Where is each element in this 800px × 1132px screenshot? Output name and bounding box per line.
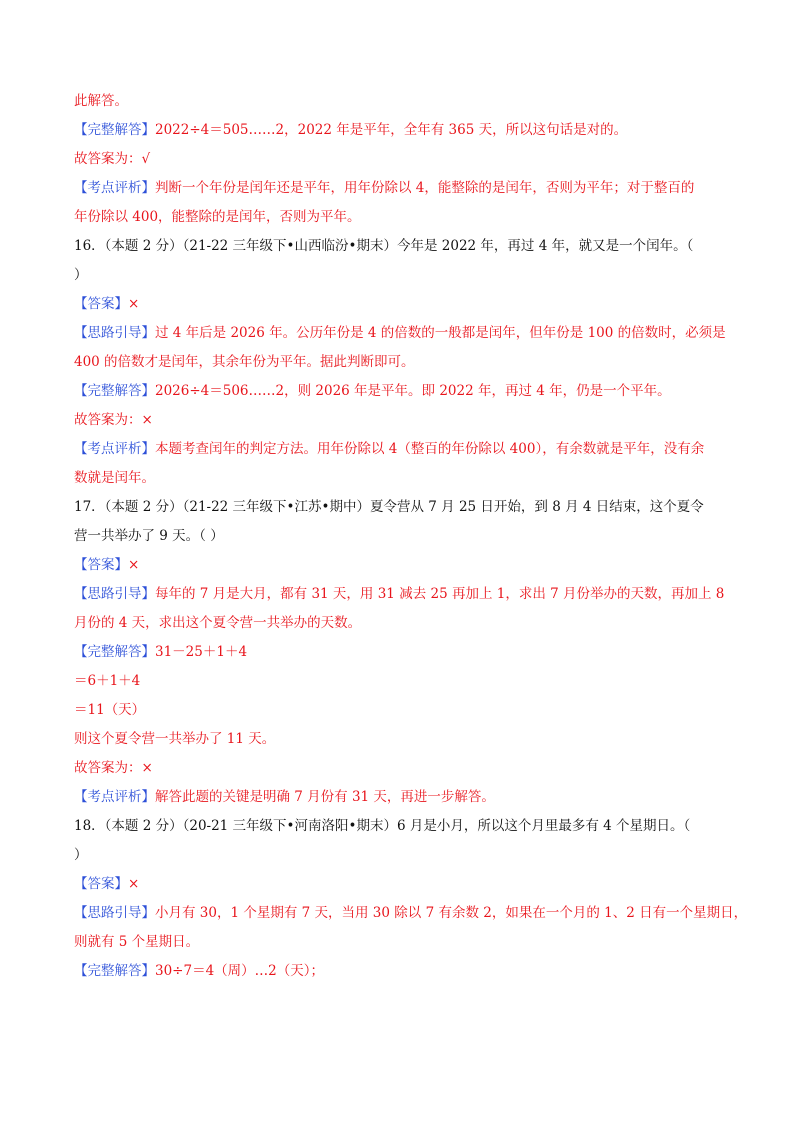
answer-text: 数就是闰年。 — [74, 470, 155, 486]
question-text: 16．（本题 2 分）（21-22 三年级下•山西临汾•期末）今年是 2022 年，再过 4 年，就又是一个闰年。（ — [74, 238, 694, 254]
section-tag: 【答案】 — [74, 557, 128, 573]
answer-text: 判断一个年份是闰年还是平年，用年份除以 4，能整除的是闰年，否则为平年；对于整百的 — [155, 180, 695, 196]
text-line — [74, 497, 704, 517]
answer-text: 则这个夏令营一共举办了 11 天。 — [74, 731, 276, 747]
answer-text: 则就有 5 个星期日。 — [74, 934, 200, 950]
text-line — [74, 874, 139, 894]
answer-text: 月份的 4 天，求出这个夏令营一共举办的天数。 — [74, 615, 362, 631]
answer-text: ＝11（天） — [74, 702, 146, 718]
text-line — [74, 439, 704, 459]
section-tag: 【考点评析】 — [74, 789, 155, 805]
answer-text: 故答案为：× — [74, 412, 153, 428]
text-line — [74, 758, 153, 778]
answer-text: × — [128, 296, 140, 312]
text-line — [74, 207, 361, 227]
text-line — [74, 903, 747, 923]
text-line — [74, 352, 415, 372]
text-line — [74, 468, 155, 488]
answer-text: 每年的 7 月是大月，都有 31 天，用 31 减去 25 再加上 1，求出 7 月份举办的天数，再加上 8 — [155, 586, 725, 602]
text-line — [74, 526, 224, 546]
question-text: ） — [74, 847, 88, 863]
text-line — [74, 410, 153, 430]
text-line — [74, 932, 199, 952]
answer-text: 过 4 年后是 2026 年。公历年份是 4 的倍数的一般都是闰年，但年份是 100 的倍数时，必须是 — [155, 325, 726, 341]
text-line — [74, 961, 324, 981]
question-text: 18．（本题 2 分）（20-21 三年级下•河南洛阳•期末）6 月是小月，所以这个月里最多有 4 个星期日。（ — [74, 818, 691, 834]
text-line — [74, 787, 495, 807]
text-line — [74, 294, 139, 314]
question-text: 17．（本题 2 分）（21-22 三年级下•江苏•期中）夏令营从 7 月 25 日开始，到 8 月 4 日结束，这个夏令 — [74, 499, 704, 515]
answer-text: × — [128, 557, 140, 573]
question-text: ） — [74, 267, 88, 283]
section-tag: 【完整解答】 — [74, 122, 155, 138]
text-line — [74, 149, 150, 169]
text-line — [74, 845, 88, 865]
answer-text: 31－25＋1＋4 — [155, 644, 248, 660]
answer-text: 故答案为：√ — [74, 151, 151, 167]
answer-text: 年份除以 400，能整除的是闰年，否则为平年。 — [74, 209, 361, 225]
answer-text: 2022÷4＝505……2，2022 年是平年，全年有 365 天，所以这句话是对的。 — [155, 122, 628, 138]
section-tag: 【思路引导】 — [74, 905, 155, 921]
section-tag: 【思路引导】 — [74, 325, 155, 341]
text-line — [74, 91, 128, 111]
section-tag: 【答案】 — [74, 876, 128, 892]
text-line — [74, 584, 724, 604]
answer-text: 2026÷4＝506……2，则 2026 年是平年。即 2022 年，再过 4 年，仍是一个平年。 — [155, 383, 671, 399]
answer-text: 本题考查闰年的判定方法。用年份除以 4（整百的年份除以 400），有余数就是平年，没有余 — [155, 441, 705, 457]
answer-text: 解答此题的关键是明确 7 月份有 31 天，再进一步解答。 — [155, 789, 495, 805]
text-line — [74, 555, 139, 575]
answer-text: ＝6＋1＋4 — [74, 673, 141, 689]
section-tag: 【完整解答】 — [74, 644, 155, 660]
text-line — [74, 816, 690, 836]
text-line — [74, 120, 627, 140]
text-line — [74, 178, 694, 198]
text-line — [74, 381, 671, 401]
text-line — [74, 265, 88, 285]
section-tag: 【答案】 — [74, 296, 128, 312]
answer-text: 故答案为：× — [74, 760, 153, 776]
answer-text: 30÷7＝4（周）…2（天）； — [155, 963, 325, 979]
section-tag: 【考点评析】 — [74, 441, 155, 457]
text-line — [74, 613, 361, 633]
text-line — [74, 323, 726, 343]
text-line — [74, 729, 275, 749]
answer-text: 400 的倍数才是闰年，其余年份为平年。据此判断即可。 — [74, 354, 415, 370]
text-line — [74, 236, 693, 256]
question-text: 营一共举办了 9 天。（ ） — [74, 528, 224, 544]
section-tag: 【完整解答】 — [74, 383, 155, 399]
text-line — [74, 700, 145, 720]
text-line — [74, 671, 140, 691]
answer-text: 此解答。 — [74, 93, 128, 109]
section-tag: 【考点评析】 — [74, 180, 155, 196]
answer-text: × — [128, 876, 140, 892]
text-line — [74, 642, 247, 662]
answer-text: 小月有 30，1 个星期有 7 天，当用 30 除以 7 有余数 2，如果在一个月的 1、2 日有一个星期日， — [155, 905, 748, 921]
section-tag: 【完整解答】 — [74, 963, 155, 979]
section-tag: 【思路引导】 — [74, 586, 155, 602]
